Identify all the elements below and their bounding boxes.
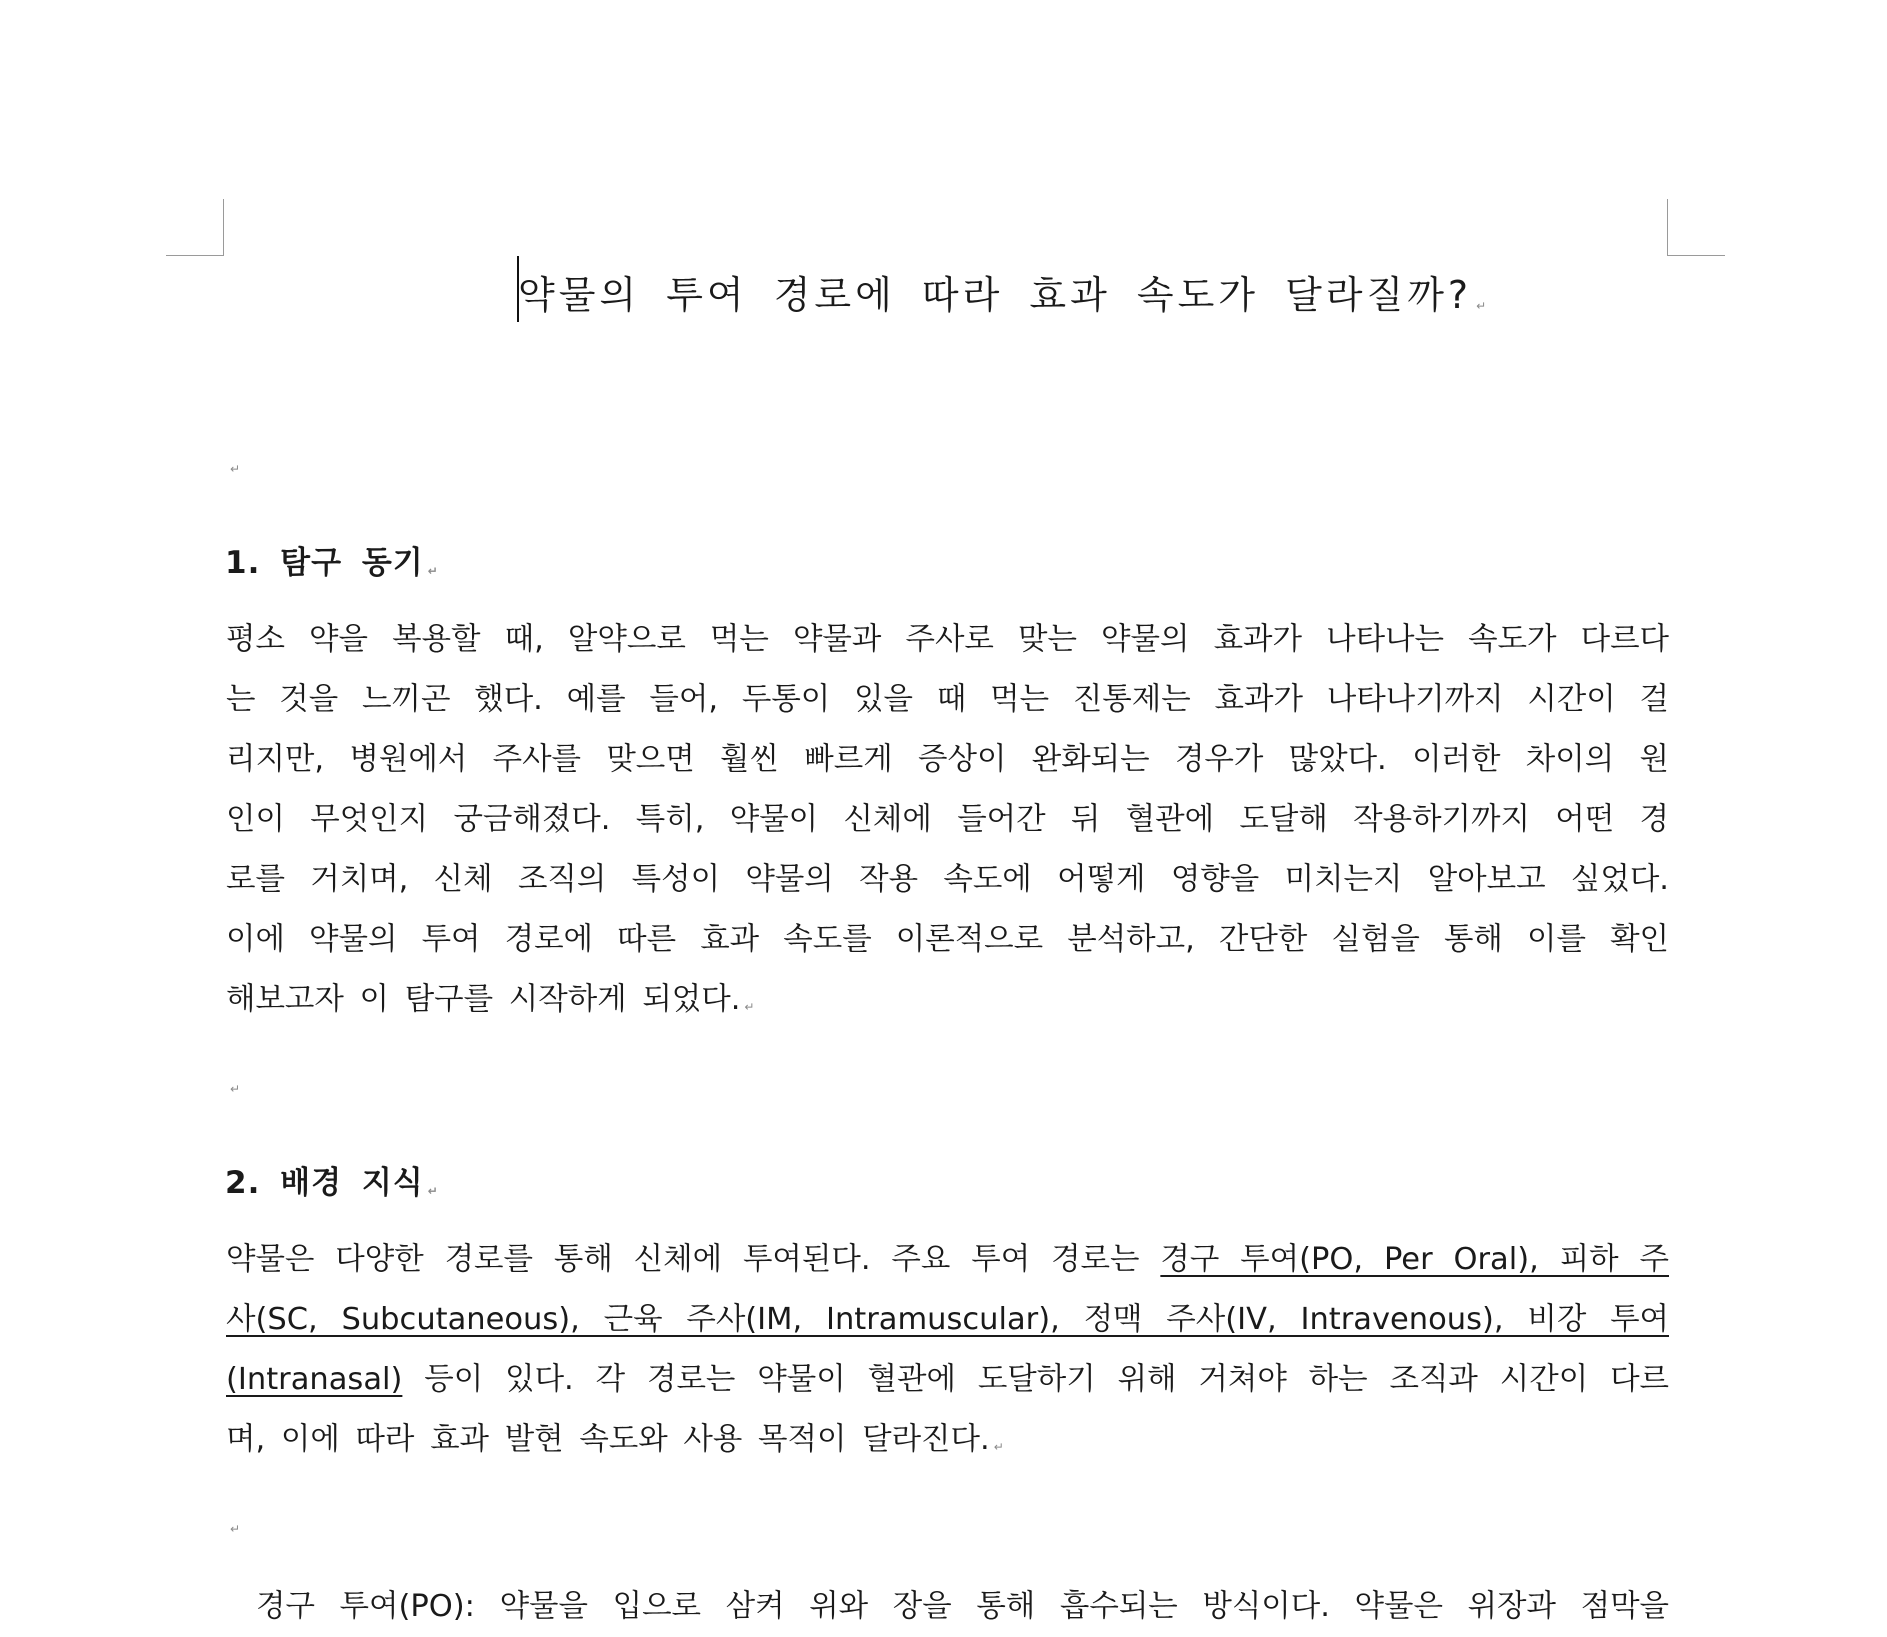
empty-paragraph-mark-icon: ↵ (230, 462, 241, 476)
paragraph-line: 로를 거치며, 신체 조직의 특성이 약물의 작용 속도에 어떻게 영향을 미치는지 알아보고 싶었다. (226, 862, 1669, 897)
paragraph-line-partial: 경구 투여(PO): 약물을 입으로 삼켜 위와 장을 통해 흡수되는 방식이다. 약물은 위장과 점막을 (256, 1589, 1669, 1624)
paragraph-line-last (226, 1410, 1669, 1470)
partial-paragraph[interactable] (256, 1579, 1669, 1624)
empty-paragraph-mark-icon: ↵ (230, 1522, 241, 1536)
paragraph-line (226, 1230, 1669, 1290)
paragraph-line: 는 것을 느끼곤 했다. 예를 들어, 두통이 있을 때 먹는 진통제는 효과가 나타나기까지 시간이 걸 (226, 682, 1669, 717)
section-1-paragraph[interactable] (226, 610, 1669, 1030)
top-right-margin-marker (1667, 199, 1725, 256)
paragraph-line-text: 해보고자 이 탐구를 시작하게 되었다. (226, 982, 741, 1017)
document-title[interactable] (518, 264, 1487, 319)
section-heading-1-text: 1. 탐구 동기 (225, 545, 424, 581)
empty-paragraph-mark-icon: ↵ (230, 1082, 241, 1096)
paragraph-line (226, 1350, 1669, 1410)
section-heading-1[interactable] (225, 537, 438, 582)
section-2-paragraph[interactable] (226, 1230, 1669, 1470)
paragraph-mark-icon: ↵ (1476, 299, 1487, 313)
underlined-text: 사(SC, Subcutaneous), 근육 주사(IM, Intramuscular), 정맥 주사(IV, Intravenous), 비강 투여 (226, 1302, 1669, 1337)
paragraph-line: 평소 약을 복용할 때, 알약으로 먹는 약물과 주사로 맞는 약물의 효과가 나타나는 속도가 다르다 (226, 622, 1669, 657)
top-left-margin-marker (166, 199, 224, 256)
paragraph-mark-icon: ↵ (427, 564, 438, 578)
document-title-text: 약물의 투여 경로에 따라 효과 속도가 달라질까? (518, 273, 1473, 317)
underlined-text: (Intranasal) (226, 1362, 403, 1397)
underlined-text: 경구 투여(PO, Per Oral), 피하 주 (1160, 1242, 1669, 1277)
paragraph-text: 며, 이에 따라 효과 발현 속도와 사용 목적이 달라진다. (226, 1422, 990, 1457)
paragraph-line-last (226, 970, 1669, 1030)
paragraph-line (226, 1290, 1669, 1350)
paragraph-line: 리지만, 병원에서 주사를 맞으면 훨씬 빠르게 증상이 완화되는 경우가 많았다. 이러한 차이의 원 (226, 742, 1669, 777)
section-heading-2[interactable] (225, 1157, 438, 1202)
paragraph-mark-icon: ↵ (744, 1000, 755, 1014)
paragraph-text: 약물은 다양한 경로를 통해 신체에 투여된다. 주요 투여 경로는 (226, 1242, 1161, 1277)
paragraph-line: 이에 약물의 투여 경로에 따른 효과 속도를 이론적으로 분석하고, 간단한 실험을 통해 이를 확인 (226, 922, 1669, 957)
paragraph-mark-icon: ↵ (993, 1440, 1004, 1454)
paragraph-mark-icon: ↵ (427, 1184, 438, 1198)
paragraph-text: 등이 있다. 각 경로는 약물이 혈관에 도달하기 위해 거쳐야 하는 조직과 시간이 다르 (402, 1362, 1669, 1397)
section-heading-2-text: 2. 배경 지식 (225, 1165, 424, 1201)
paragraph-line: 인이 무엇인지 궁금해졌다. 특히, 약물이 신체에 들어간 뒤 혈관에 도달해 작용하기까지 어떤 경 (226, 802, 1669, 837)
